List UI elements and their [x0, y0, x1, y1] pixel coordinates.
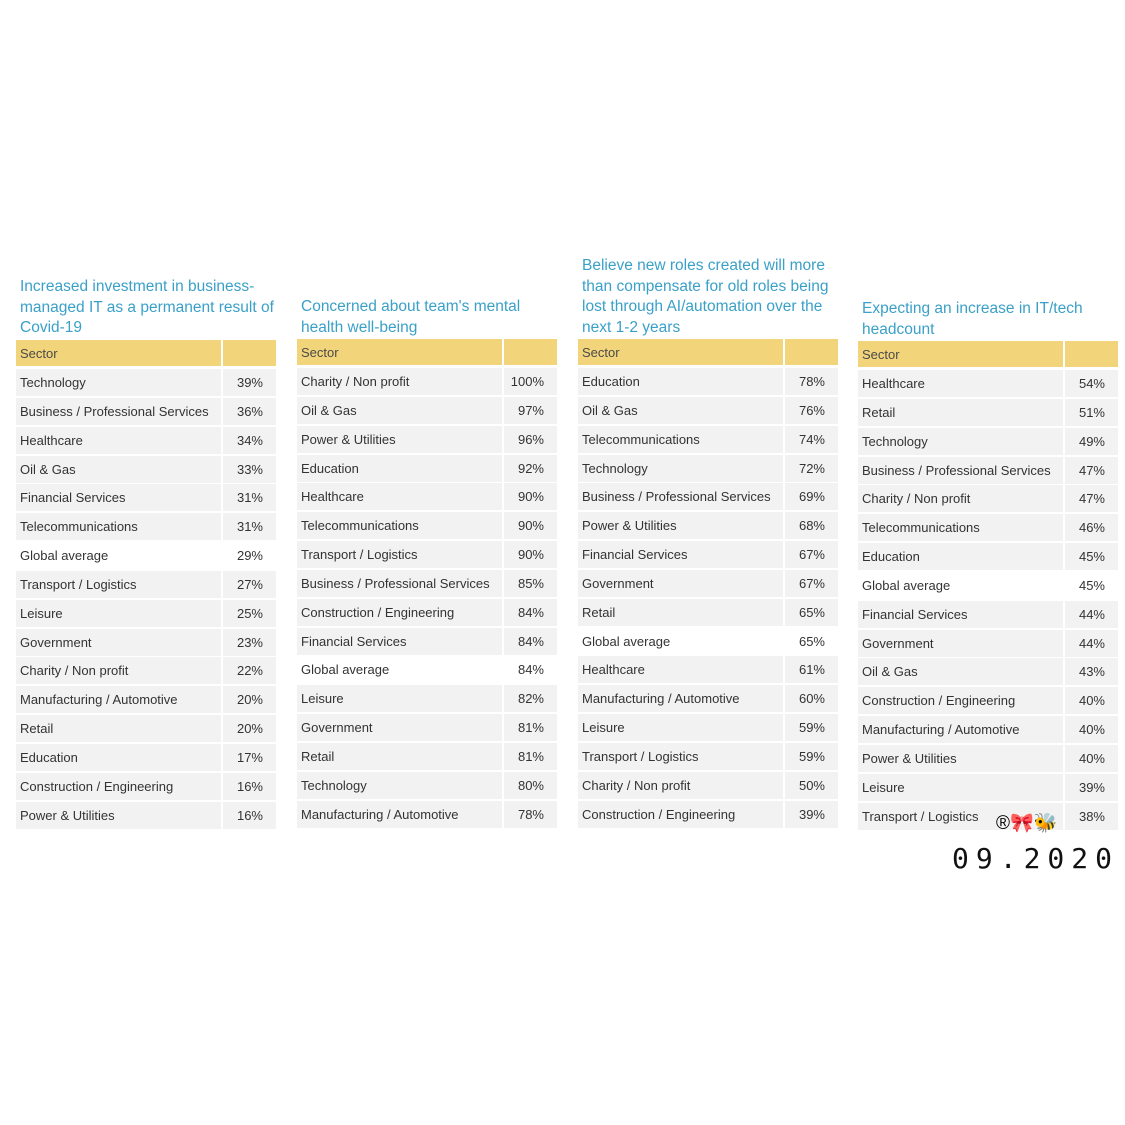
table-row: [297, 801, 557, 828]
value-cell: 76%: [785, 397, 838, 424]
sector-cell: Leisure: [578, 714, 783, 741]
sector-cell: Education: [16, 744, 221, 771]
table-row: [578, 714, 838, 741]
table-header-row: [16, 340, 276, 366]
sector-cell: Financial Services: [16, 484, 221, 511]
table-row: [578, 599, 838, 626]
table-row-global-average: [578, 628, 838, 655]
table-title: Believe new roles created will more than compensate for old roles being lost through AI/automation over the next 1-2 years: [582, 257, 829, 336]
value-cell: 45%: [1065, 543, 1118, 570]
value-cell: 38%: [1065, 803, 1118, 830]
table-header-row: [297, 339, 557, 365]
sector-cell: Construction / Engineering: [578, 801, 783, 828]
value-cell: 54%: [1065, 370, 1118, 397]
sector-cell: Leisure: [858, 774, 1063, 801]
header-sector: Sector: [858, 341, 1063, 367]
value-cell: 16%: [223, 802, 276, 829]
sector-cell: Power & Utilities: [578, 512, 783, 539]
sector-cell: Telecommunications: [578, 426, 783, 453]
value-cell: 67%: [785, 570, 838, 597]
sector-cell: Telecommunications: [16, 513, 221, 540]
sector-cell: Business / Professional Services: [297, 570, 502, 597]
sector-cell: Oil & Gas: [297, 397, 502, 424]
value-cell: 39%: [785, 801, 838, 828]
header-sector: Sector: [16, 340, 221, 366]
table-row: [858, 428, 1118, 455]
table-row: [16, 513, 276, 540]
value-cell: 20%: [223, 686, 276, 713]
sector-cell: Government: [578, 570, 783, 597]
sector-cell: Government: [297, 714, 502, 741]
table-row: [16, 369, 276, 396]
sector-cell: Transport / Logistics: [16, 571, 221, 598]
sector-cell: Oil & Gas: [578, 397, 783, 424]
value-cell: 78%: [785, 368, 838, 395]
table-row: [16, 484, 276, 511]
date-label: 09.2020: [952, 842, 1120, 875]
value-cell: 65%: [785, 599, 838, 626]
sector-cell: Telecommunications: [297, 512, 502, 539]
sector-cell: Financial Services: [297, 628, 502, 655]
table-header-row: [578, 339, 838, 365]
sector-cell: Oil & Gas: [858, 658, 1063, 685]
sector-cell: Construction / Engineering: [16, 773, 221, 800]
value-cell: 43%: [1065, 658, 1118, 685]
value-cell: 65%: [785, 628, 838, 655]
table-row: [297, 772, 557, 799]
sector-cell: Manufacturing / Automotive: [858, 716, 1063, 743]
table-row: [578, 368, 838, 395]
table-row: [858, 630, 1118, 657]
sector-cell: Leisure: [16, 600, 221, 627]
sector-cell: Power & Utilities: [297, 426, 502, 453]
sector-cell: Manufacturing / Automotive: [578, 685, 783, 712]
value-cell: 90%: [504, 512, 557, 539]
table-row: [578, 772, 838, 799]
sector-cell: Transport / Logistics: [858, 803, 1063, 830]
table-row: [578, 455, 838, 482]
value-cell: 67%: [785, 541, 838, 568]
sector-cell: Healthcare: [16, 427, 221, 454]
value-cell: 46%: [1065, 514, 1118, 541]
table-row: [578, 570, 838, 597]
sector-cell: Charity / Non profit: [858, 485, 1063, 512]
value-cell: 27%: [223, 571, 276, 598]
sector-cell: Leisure: [297, 685, 502, 712]
sector-cell: Charity / Non profit: [297, 368, 502, 395]
table-row-global-average: [16, 542, 276, 569]
value-cell: 82%: [504, 685, 557, 712]
sector-cell: Manufacturing / Automotive: [297, 801, 502, 828]
table-row: [578, 483, 838, 510]
table-row: [858, 716, 1118, 743]
table-row: [578, 512, 838, 539]
value-cell: 72%: [785, 455, 838, 482]
value-cell: 97%: [504, 397, 557, 424]
table-row: [297, 512, 557, 539]
table-row: [16, 456, 276, 483]
table-row: [858, 399, 1118, 426]
value-cell: 39%: [223, 369, 276, 396]
sector-cell: Charity / Non profit: [578, 772, 783, 799]
sector-cell: Manufacturing / Automotive: [16, 686, 221, 713]
value-cell: 50%: [785, 772, 838, 799]
table-row: [578, 541, 838, 568]
table-row: [297, 628, 557, 655]
value-cell: 81%: [504, 743, 557, 770]
sector-cell: Retail: [16, 715, 221, 742]
table-rows: [858, 341, 1118, 832]
sector-cell: Education: [578, 368, 783, 395]
table-row-global-average: [297, 656, 557, 683]
sector-cell: Business / Professional Services: [858, 457, 1063, 484]
table-row: [858, 774, 1118, 801]
value-cell: 74%: [785, 426, 838, 453]
value-cell: 47%: [1065, 457, 1118, 484]
sector-cell: Global average: [297, 656, 502, 683]
value-cell: 44%: [1065, 601, 1118, 628]
header-value: [504, 339, 557, 365]
value-cell: 61%: [785, 656, 838, 683]
sector-cell: Retail: [297, 743, 502, 770]
table-row: [16, 427, 276, 454]
table-title: Expecting an increase in IT/tech headcount: [862, 300, 1083, 338]
sector-cell: Financial Services: [578, 541, 783, 568]
sector-cell: Technology: [578, 455, 783, 482]
value-cell: 80%: [504, 772, 557, 799]
table-rows: [16, 340, 276, 831]
table-row: [858, 745, 1118, 772]
table-row: [297, 397, 557, 424]
header-sector: Sector: [297, 339, 502, 365]
table-row: [297, 541, 557, 568]
table-row: [16, 802, 276, 829]
table-row: [858, 803, 1118, 830]
table-header-row: [858, 341, 1118, 367]
table-row: [16, 600, 276, 627]
table-title: Concerned about team's mental health well-being: [301, 298, 521, 336]
value-cell: 31%: [223, 513, 276, 540]
sector-cell: Telecommunications: [858, 514, 1063, 541]
table-row: [858, 658, 1118, 685]
sector-cell: Business / Professional Services: [578, 483, 783, 510]
table-rows: [297, 339, 557, 830]
value-cell: 84%: [504, 628, 557, 655]
table-row: [578, 426, 838, 453]
value-cell: 90%: [504, 483, 557, 510]
sector-cell: Government: [858, 630, 1063, 657]
sector-cell: Global average: [578, 628, 783, 655]
sector-cell: Technology: [858, 428, 1063, 455]
sector-cell: Charity / Non profit: [16, 657, 221, 684]
table-row: [858, 457, 1118, 484]
value-cell: 59%: [785, 714, 838, 741]
header-value: [785, 339, 838, 365]
table-row: [858, 687, 1118, 714]
value-cell: 29%: [223, 542, 276, 569]
sector-cell: Healthcare: [858, 370, 1063, 397]
sector-cell: Construction / Engineering: [858, 687, 1063, 714]
value-cell: 31%: [223, 484, 276, 511]
table-row: [578, 656, 838, 683]
table-row: [858, 370, 1118, 397]
sector-cell: Retail: [578, 599, 783, 626]
value-cell: 33%: [223, 456, 276, 483]
table-rows: [578, 339, 838, 830]
value-cell: 90%: [504, 541, 557, 568]
value-cell: 60%: [785, 685, 838, 712]
value-cell: 22%: [223, 657, 276, 684]
value-cell: 17%: [223, 744, 276, 771]
value-cell: 20%: [223, 715, 276, 742]
table-row: [858, 514, 1118, 541]
value-cell: 47%: [1065, 485, 1118, 512]
sector-cell: Education: [858, 543, 1063, 570]
value-cell: 84%: [504, 599, 557, 626]
table-row: [297, 455, 557, 482]
table-row: [858, 485, 1118, 512]
sector-cell: Financial Services: [858, 601, 1063, 628]
value-cell: 59%: [785, 743, 838, 770]
table-row: [16, 657, 276, 684]
header-value: [1065, 341, 1118, 367]
sector-cell: Healthcare: [297, 483, 502, 510]
table-row: [297, 599, 557, 626]
table-row: [16, 571, 276, 598]
value-cell: 92%: [504, 455, 557, 482]
value-cell: 81%: [504, 714, 557, 741]
table-row: [578, 743, 838, 770]
table-row: [858, 543, 1118, 570]
sector-cell: Power & Utilities: [858, 745, 1063, 772]
sector-cell: Government: [16, 629, 221, 656]
table-row: [16, 686, 276, 713]
sector-cell: Global average: [858, 572, 1063, 599]
value-cell: 36%: [223, 398, 276, 425]
value-cell: 45%: [1065, 572, 1118, 599]
value-cell: 40%: [1065, 716, 1118, 743]
value-cell: 25%: [223, 600, 276, 627]
table-row: [578, 801, 838, 828]
sector-cell: Transport / Logistics: [297, 541, 502, 568]
sector-cell: Education: [297, 455, 502, 482]
sector-cell: Transport / Logistics: [578, 743, 783, 770]
value-cell: 16%: [223, 773, 276, 800]
table-row: [578, 685, 838, 712]
table-row: [297, 743, 557, 770]
sector-cell: Oil & Gas: [16, 456, 221, 483]
value-cell: 68%: [785, 512, 838, 539]
value-cell: 51%: [1065, 399, 1118, 426]
header-sector: Sector: [578, 339, 783, 365]
sector-cell: Construction / Engineering: [297, 599, 502, 626]
table-row-global-average: [858, 572, 1118, 599]
value-cell: 78%: [504, 801, 557, 828]
sector-cell: Business / Professional Services: [16, 398, 221, 425]
sector-cell: Technology: [16, 369, 221, 396]
value-cell: 85%: [504, 570, 557, 597]
value-cell: 39%: [1065, 774, 1118, 801]
sector-cell: Power & Utilities: [16, 802, 221, 829]
value-cell: 96%: [504, 426, 557, 453]
value-cell: 40%: [1065, 745, 1118, 772]
value-cell: 44%: [1065, 630, 1118, 657]
table-row: [16, 773, 276, 800]
value-cell: 49%: [1065, 428, 1118, 455]
sector-cell: Global average: [16, 542, 221, 569]
table-row: [297, 714, 557, 741]
sector-cell: Retail: [858, 399, 1063, 426]
header-value: [223, 340, 276, 366]
table-row: [16, 715, 276, 742]
value-cell: 69%: [785, 483, 838, 510]
sector-cell: Technology: [297, 772, 502, 799]
table-row: [16, 744, 276, 771]
table-row: [16, 398, 276, 425]
table-row: [297, 570, 557, 597]
value-cell: 23%: [223, 629, 276, 656]
value-cell: 40%: [1065, 687, 1118, 714]
value-cell: 84%: [504, 656, 557, 683]
table-row: [297, 483, 557, 510]
emoji-stamp: ®🎀🐝: [996, 813, 1058, 834]
table-row: [858, 601, 1118, 628]
table-row: [578, 397, 838, 424]
table-row: [297, 368, 557, 395]
sector-cell: Healthcare: [578, 656, 783, 683]
table-title: Increased investment in business-managed IT as a permanent result of Covid-19: [20, 278, 274, 336]
table-row: [297, 426, 557, 453]
table-row: [297, 685, 557, 712]
value-cell: 100%: [504, 368, 557, 395]
table-row: [16, 629, 276, 656]
value-cell: 34%: [223, 427, 276, 454]
